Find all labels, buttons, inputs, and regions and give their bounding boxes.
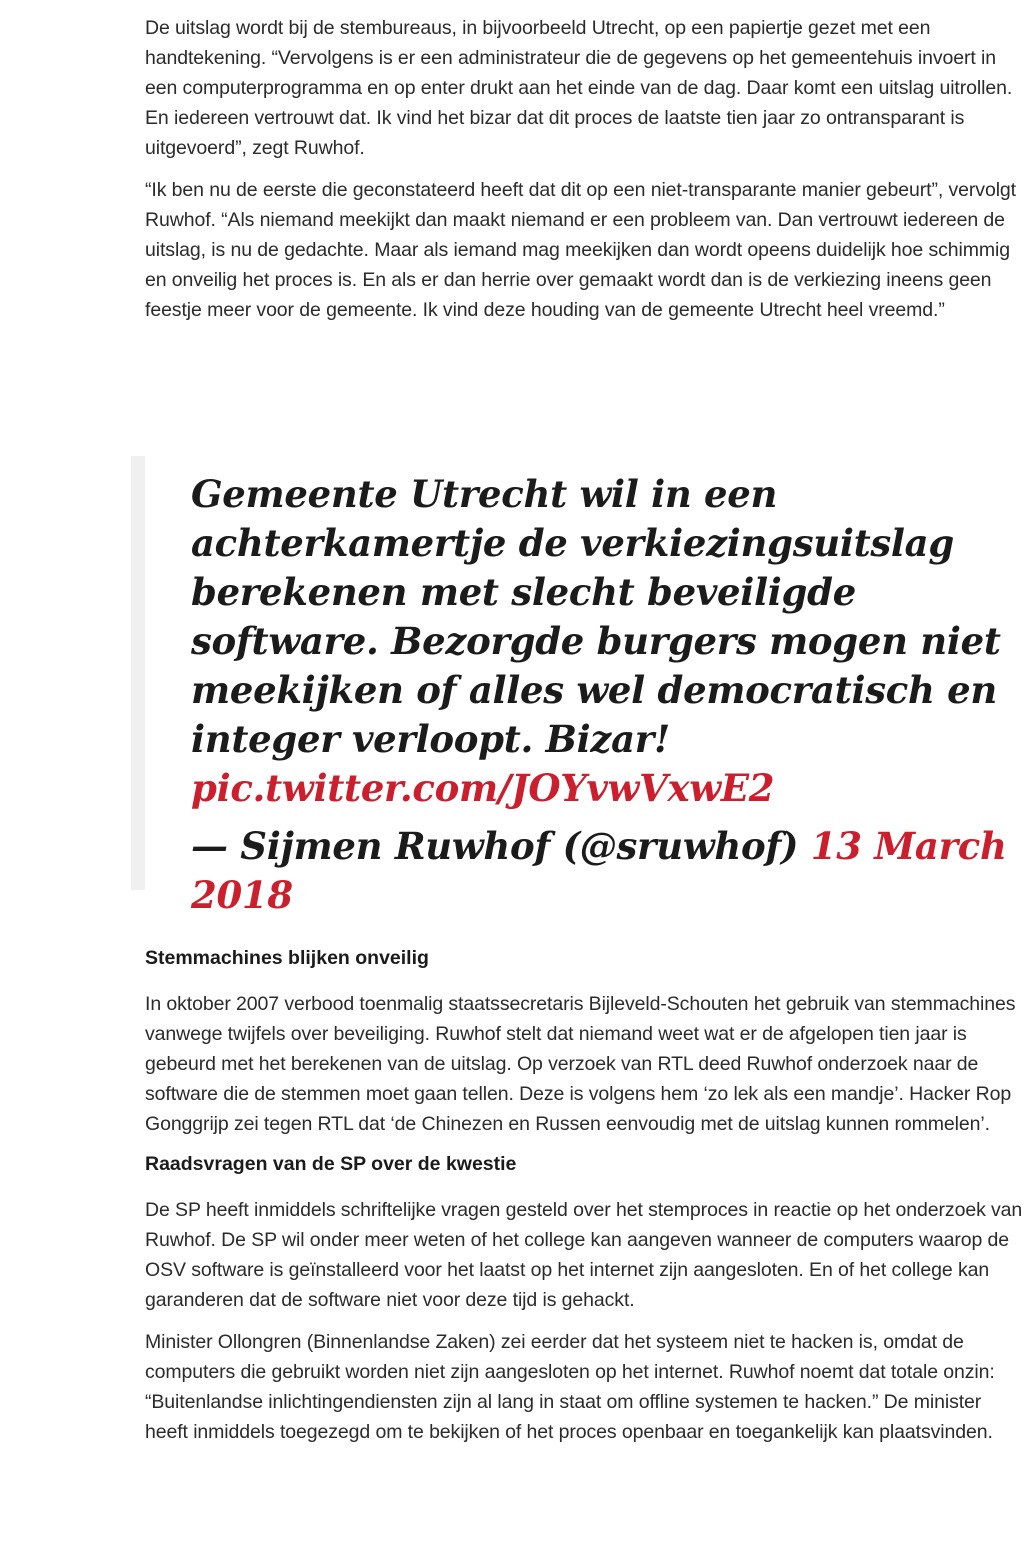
article-paragraph: De uitslag wordt bij de stembureaus, in bijvoorbeeld Utrecht, op een papiertje gezet met een handtekening. “Vervolgens is er een administrateur die de gegevens op het gemeentehuis invoert in een computerprogramma en op enter drukt aan het einde van de dag. Daar komt een uitslag uitrollen. En iedereen vertrouwt dat. Ik vind het bizar dat dit proces de laatste tien jaar zo ontransparant is uitgevoerd”, zegt Ruwhof.	[145, 17, 1013, 159]
tweet-author: — Sijmen Ruwhof (@sruwhof)	[191, 824, 799, 868]
section-heading: Stemmachines blijken onveilig	[145, 947, 429, 969]
article-sections	[145, 943, 1025, 1447]
tweet-text: Gemeente Utrecht wil in een achterkamertje de verkiezingsuitslag berekenen met slecht beveiligde software. Bezorgde burgers mogen niet meekijken of alles wel democratisch en integer verloopt. Bizar!	[191, 472, 1001, 761]
tweet-attribution	[191, 822, 1021, 920]
tweet-content	[191, 470, 1021, 920]
article-body	[145, 13, 1025, 325]
tweet-date-link[interactable]: 13 March 2018	[191, 824, 1007, 917]
embedded-tweet	[131, 456, 1011, 917]
section-paragraph: Minister Ollongren (Binnenlandse Zaken) zei eerder dat het systeem niet te hacken is, omdat de computers die gebruikt worden niet zijn aangesloten op het internet. Ruwhof noemt dat totale onzin: “Buitenlandse inlichtingendiensten zijn al lang in staat om offline systemen te hacken.” De minister heeft inmiddels toegezegd om te bekijken of het proces openbaar en toegankelijk kan plaatsvinden.	[145, 1331, 995, 1443]
tweet-media-link[interactable]: pic.twitter.com/JOYvwVxwE2	[191, 766, 775, 810]
section-paragraph: De SP heeft inmiddels schriftelijke vragen gesteld over het stemproces in reactie op het onderzoek van Ruwhof. De SP wil onder meer weten of het college kan aangeven wanneer de computers waarop de OSV software is geïnstalleerd voor het laatst op het internet zijn aangesloten. En of het college kan garanderen dat de software niet voor deze tijd is gehackt.	[145, 1199, 1023, 1311]
article-paragraph: “Ik ben nu de eerste die geconstateerd heeft dat dit op een niet-transparante manier gebeurt”, vervolgt Ruwhof. “Als niemand meekijkt dan maakt niemand er een probleem van. Dan vertrouwt iedereen de uitslag, is nu de gedachte. Maar als iemand mag meekijken dan wordt opeens duidelijk hoe schimmig en onveilig het proces is. En als er dan herrie over gemaakt wordt dan is de verkiezing ineens geen feestje meer voor de gemeente. Ik vind deze houding van de gemeente Utrecht heel vreemd.”	[145, 179, 1016, 321]
section-heading: Raadsvragen van de SP over de kwestie	[145, 1153, 517, 1175]
section-paragraph: In oktober 2007 verbood toenmalig staatssecretaris Bijleveld-Schouten het gebruik van stemmachines vanwege twijfels over beveiliging. Ruwhof stelt dat niemand weet wat er de afgelopen tien jaar is gebeurd met het berekenen van de uitslag. Op verzoek van RTL deed Ruwhof onderzoek naar de software die de stemmen moet gaan tellen. Deze is volgens hem ‘zo lek als een mandje’. Hacker Rop Gonggrijp zei tegen RTL dat ‘de Chinezen en Russen eenvoudig met de uitslag kunnen rommelen’.	[145, 993, 1016, 1135]
